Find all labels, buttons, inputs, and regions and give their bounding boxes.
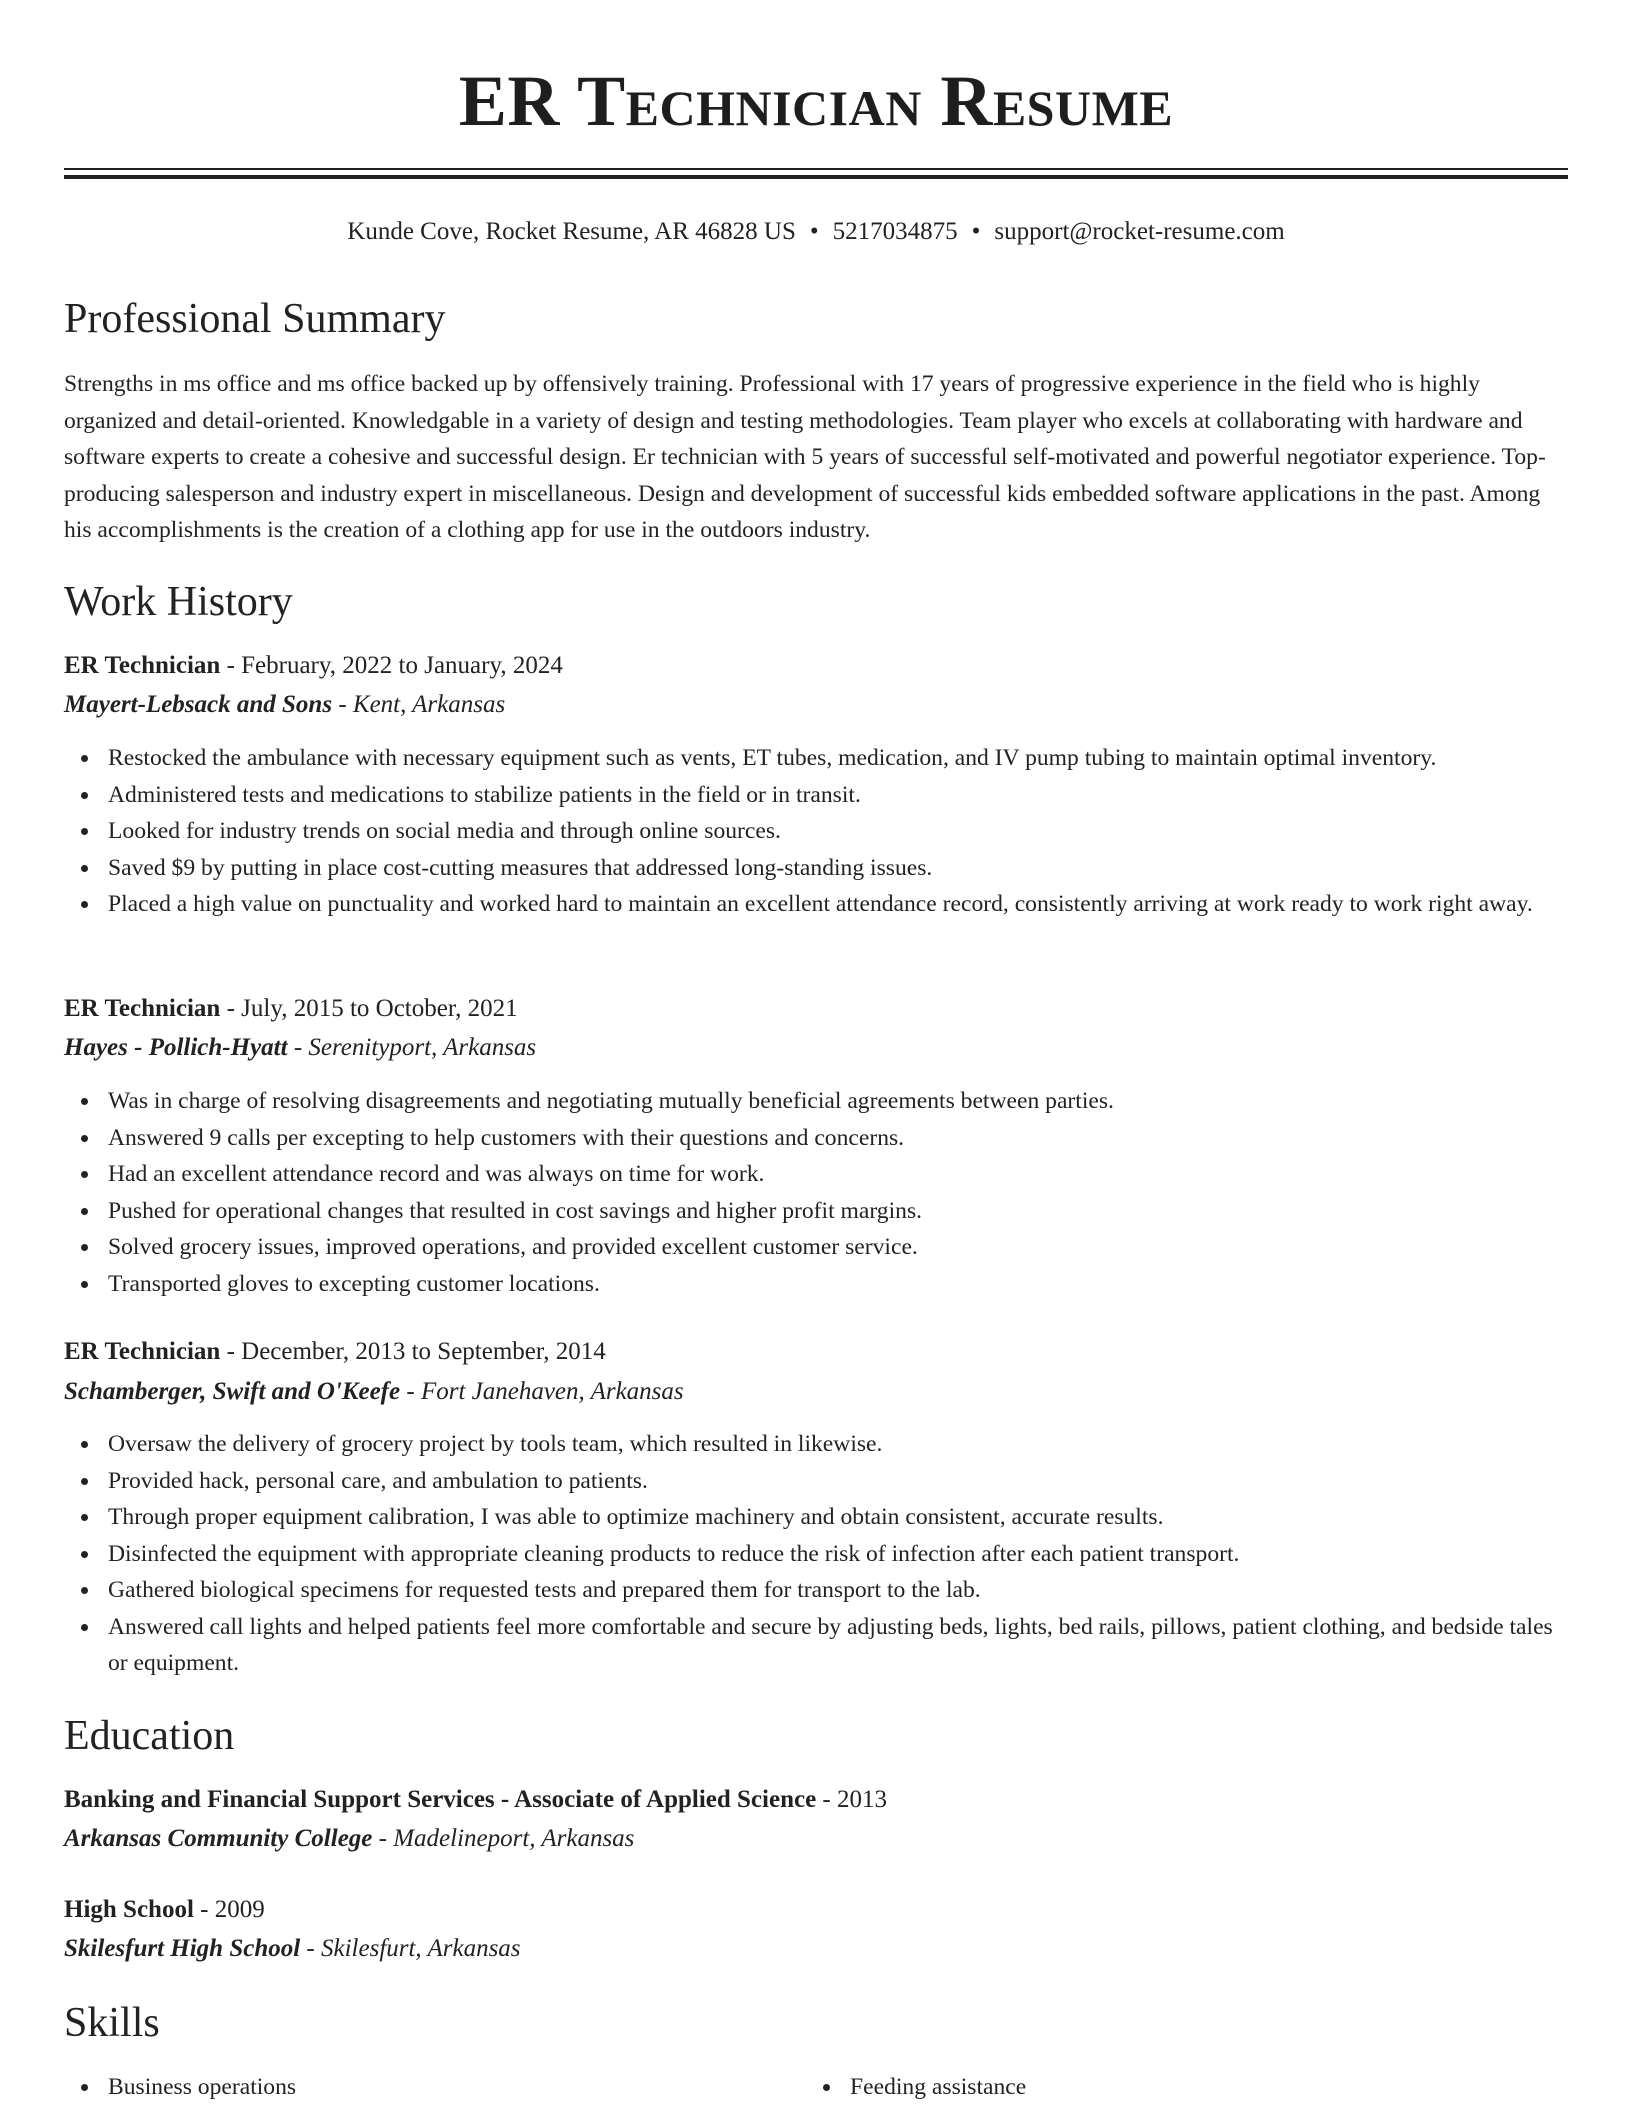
education-degree: High School <box>64 1896 194 1923</box>
job-bullets <box>64 1083 1568 1302</box>
list-item: Pushed for operational changes that resulted in cost savings and higher profit margins. <box>64 1193 1568 1230</box>
list-item: Gathered biological specimens for requested tests and prepared them for transport to the lab. <box>64 1572 1568 1609</box>
education-location: Skilesfurt, Arkansas <box>321 1935 521 1962</box>
job-dates: July, 2015 to October, 2021 <box>241 995 518 1022</box>
education-school-line: Arkansas Community College - Madelineport, Arkansas <box>64 1825 635 1852</box>
education-degree: Banking and Financial Support Services - Associate of Applied Science <box>64 1786 817 1813</box>
job-title: ER Technician <box>64 995 221 1022</box>
education-school: Arkansas Community College <box>64 1825 373 1852</box>
list-item: Looked for industry trends on social media and through online sources. <box>64 813 1568 850</box>
job-title-line: ER Technician - December, 2013 to September, 2014 <box>64 1338 606 1365</box>
list-item: Saved $9 by putting in place cost-cutting measures that addressed long-standing issues. <box>64 850 1568 887</box>
page-title: ER Technician Resume <box>458 61 1174 141</box>
list-item: Disinfected the equipment with appropriate cleaning products to reduce the risk of infection after each patient transport. <box>64 1536 1568 1573</box>
education-location: Madelineport, Arkansas <box>393 1825 635 1852</box>
job-company-line: Mayert-Lebsack and Sons - Kent, Arkansas <box>64 691 506 718</box>
job-location: Kent, Arkansas <box>352 691 506 718</box>
list-item: Administered tests and medications to stabilize patients in the field or in transit. <box>64 777 1568 814</box>
education-heading: Education <box>64 1713 235 1759</box>
list-item: Oversaw the delivery of grocery project by tools team, which resulted in likewise. <box>64 1426 1568 1463</box>
list-item: Restocked the ambulance with necessary equipment such as vents, ET tubes, medication, and IV pump tubing to maintain optimal inventory. <box>64 740 1568 777</box>
list-item: Had an excellent attendance record and was always on time for work. <box>64 1156 1568 1193</box>
summary-heading: Professional Summary <box>64 296 446 342</box>
list-item: Feeding assistance <box>806 2069 1632 2106</box>
work-history-heading: Work History <box>64 579 293 625</box>
job-company-line: Hayes - Pollich-Hyatt - Serenityport, Arkansas <box>64 1034 537 1061</box>
contact-separator: • <box>971 218 981 245</box>
job-dates: December, 2013 to September, 2014 <box>241 1338 606 1365</box>
summary-text: Strengths in ms office and ms office backed up by offensively training. Professional with 17 years of progressive experience in the field who is highly organized and detail-oriented. Knowledgable in a variety of design and testing methodologies. Team player who excels at collaborating with hardware and software experts to create a cohesive and successful design. Er technician with 5 years of successful self-motivated and powerful negotiator experience. Top-producing salesperson and industry expert in miscellaneous. Design and development of successful kids embedded software applications in the past. Among his accomplishments is the creation of a clothing app for use in the outdoors industry. <box>64 371 1546 543</box>
list-item: Through proper equipment calibration, I was able to optimize machinery and obtain consistent, accurate results. <box>64 1499 1568 1536</box>
education-degree-line: Banking and Financial Support Services - Associate of Applied Science - 2013 <box>64 1786 887 1813</box>
list-item: Solved grocery issues, improved operations, and provided excellent customer service. <box>64 1229 1568 1266</box>
education-year: 2013 <box>837 1786 887 1813</box>
contact-separator: • <box>809 218 819 245</box>
job-title-line: ER Technician - July, 2015 to October, 2021 <box>64 995 518 1022</box>
education-school: Skilesfurt High School <box>64 1935 301 1962</box>
education-degree-line: High School - 2009 <box>64 1896 265 1923</box>
education-school-line: Skilesfurt High School - Skilesfurt, Arkansas <box>64 1935 521 1962</box>
job-bullets <box>64 1426 1568 1682</box>
list-item: Placed a high value on punctuality and worked hard to maintain an excellent attendance record, consistently arriving at work ready to work right away. <box>64 886 1568 923</box>
list-item: Answered call lights and helped patients feel more comfortable and secure by adjusting beds, lights, bed rails, pillows, patient clothing, and bedside tales or equipment. <box>64 1609 1568 1682</box>
job-company: Mayert-Lebsack and Sons <box>64 691 333 718</box>
contact-phone: 5217034875 <box>832 218 958 245</box>
list-item: Was in charge of resolving disagreements and negotiating mutually beneficial agreements between parties. <box>64 1083 1568 1120</box>
job-dates: February, 2022 to January, 2024 <box>241 652 563 679</box>
job-title-line: ER Technician - February, 2022 to January, 2024 <box>64 652 563 679</box>
job-company-line: Schamberger, Swift and O'Keefe - Fort Janehaven, Arkansas <box>64 1378 684 1405</box>
job-title: ER Technician <box>64 652 221 679</box>
job-company: Schamberger, Swift and O'Keefe <box>64 1378 401 1405</box>
list-item: Answered 9 calls per excepting to help customers with their questions and concerns. <box>64 1120 1568 1157</box>
job-location: Serenityport, Arkansas <box>308 1034 537 1061</box>
job-company: Hayes - Pollich-Hyatt <box>64 1034 288 1061</box>
contact-address: Kunde Cove, Rocket Resume, AR 46828 US <box>347 218 796 245</box>
education-year: 2009 <box>214 1896 265 1923</box>
job-title: ER Technician <box>64 1338 221 1365</box>
skills-list-right <box>806 2069 1632 2106</box>
contact-email: support@rocket-resume.com <box>994 218 1285 245</box>
title-divider-thin <box>64 168 1568 170</box>
list-item: Business operations <box>64 2069 1568 2106</box>
list-item: Transported gloves to excepting customer locations. <box>64 1266 1568 1303</box>
job-bullets <box>64 740 1568 923</box>
contact-line <box>64 214 1568 250</box>
title-divider-thick <box>64 175 1568 179</box>
list-item: Provided hack, personal care, and ambulation to patients. <box>64 1463 1568 1500</box>
skills-heading: Skills <box>64 2000 160 2046</box>
job-location: Fort Janehaven, Arkansas <box>420 1378 684 1405</box>
